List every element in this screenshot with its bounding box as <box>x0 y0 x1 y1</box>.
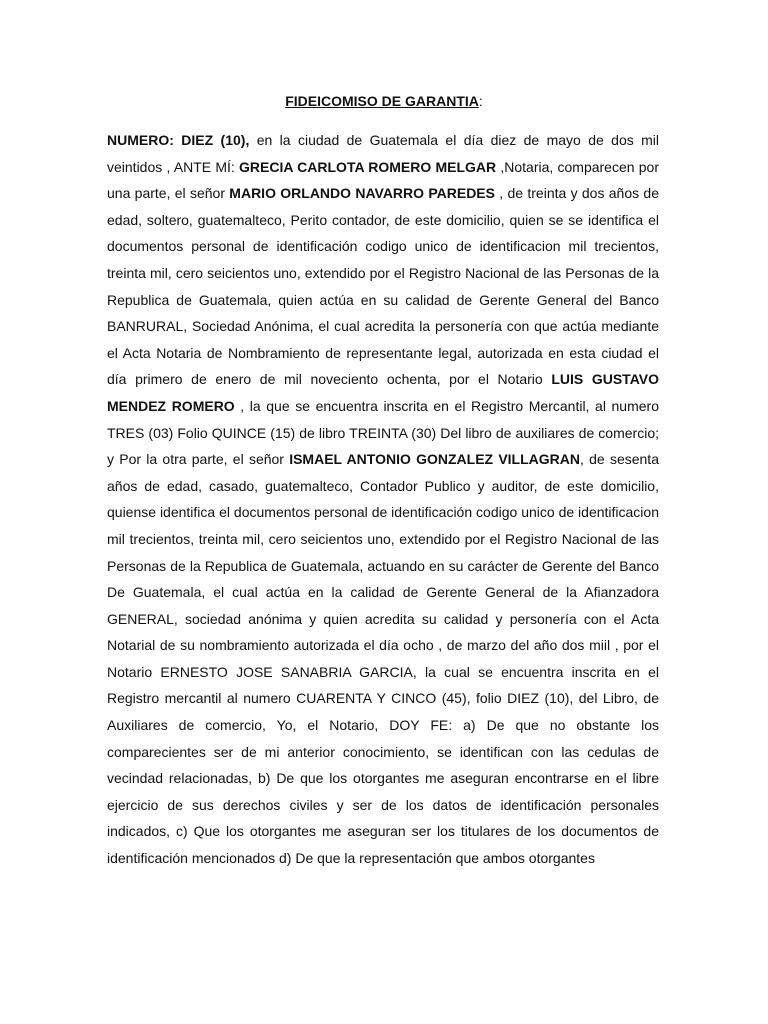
body-text-segment: en la ciudad de Guatemala el día diez de mayo de dos mil veintidos , ANTE MÍ: <box>107 132 660 175</box>
body-text-segment: , la que se encuentra inscrita en el Registro Mercantil, al numero TRES (03) Folio QUINCE (15) de libro TREINTA (30) Del libro de auxiliares de comercio; y Por la otra parte, el señor <box>107 397 659 468</box>
notary-name: GRECIA CARLOTA ROMERO MELGAR <box>239 158 497 175</box>
second-party-name: ISMAEL ANTONIO GONZALEZ VILLAGRAN <box>289 451 580 468</box>
deed-number: NUMERO: DIEZ (10), <box>107 132 250 148</box>
body-text-segment: , de treinta y dos años de edad, soltero, guatemalteco, Perito contador, de este domicilio, quien se se identifica el documentos personal de identificación codigo unico de identificacion mil trecientos, treinta mil, cero seicientos uno, extendido por el Registro Nacional de las Personas de la Republica de Guatemala, quien actúa en su calidad de Gerente General del Banco BANRURAL, Sociedad Anónima, el cual acredita la personería con que actúa mediante el Acta Notaria de Nombramiento de representante legal, autorizada en esta ciudad el día primero de enero de mil noveciento ochenta, por el Notario <box>107 185 660 388</box>
document-title <box>0 92 768 110</box>
first-notary-name: LUIS GUSTAVO MENDEZ ROMERO <box>107 371 659 414</box>
document-body <box>107 127 659 872</box>
first-party-name: MARIO ORLANDO NAVARRO PAREDES <box>229 185 495 202</box>
body-text-segment: ,Notaria, comparecen por una parte, el señor <box>107 158 659 202</box>
document-title-text: FIDEICOMISO DE GARANTIA <box>285 93 479 109</box>
document-title-colon: : <box>478 93 483 109</box>
body-text-segment: , de sesenta años de edad, casado, guatemalteco, Contador Publico y auditor, de este domicilio, quiense identifica el documentos personal de identificación codigo unico de identificacion mil trecientos, treinta mil, cero seicientos uno, extendido por el Registro Nacional de las Personas de la Republica de Guatemala, actuando en su carácter de Gerente del Banco De Guatemala, el cual actúa en la calidad de Gerente General de la Afianzadora GENERAL, sociedad anónima y quien acredita su calidad y personería con el Acta Notarial de su nombramiento autorizada el día ocho , de marzo del año dos miil , por el Notario ERNESTO JOSE SANABRIA GARCIA, la cual se encuentra inscrita en el Registro mercantil al numero CUARENTA Y CINCO (45), folio DIEZ (10), del Libro, de Auxiliares de comercio, Yo, el Notario, DOY FE: a) De que no obstante los comparecientes ser de mi anterior conocimiento, se identifican con las cedulas de vecindad relacionadas, b) De que los otorgantes me aseguran encontrarse en el libre ejercicio de sus derechos civiles y ser de los datos de identificación personales indicados, c) Que los otorgantes me aseguran ser los titulares de los documentos de identificación mencionados d) De que la representación que ambos otorgantes <box>107 451 659 867</box>
